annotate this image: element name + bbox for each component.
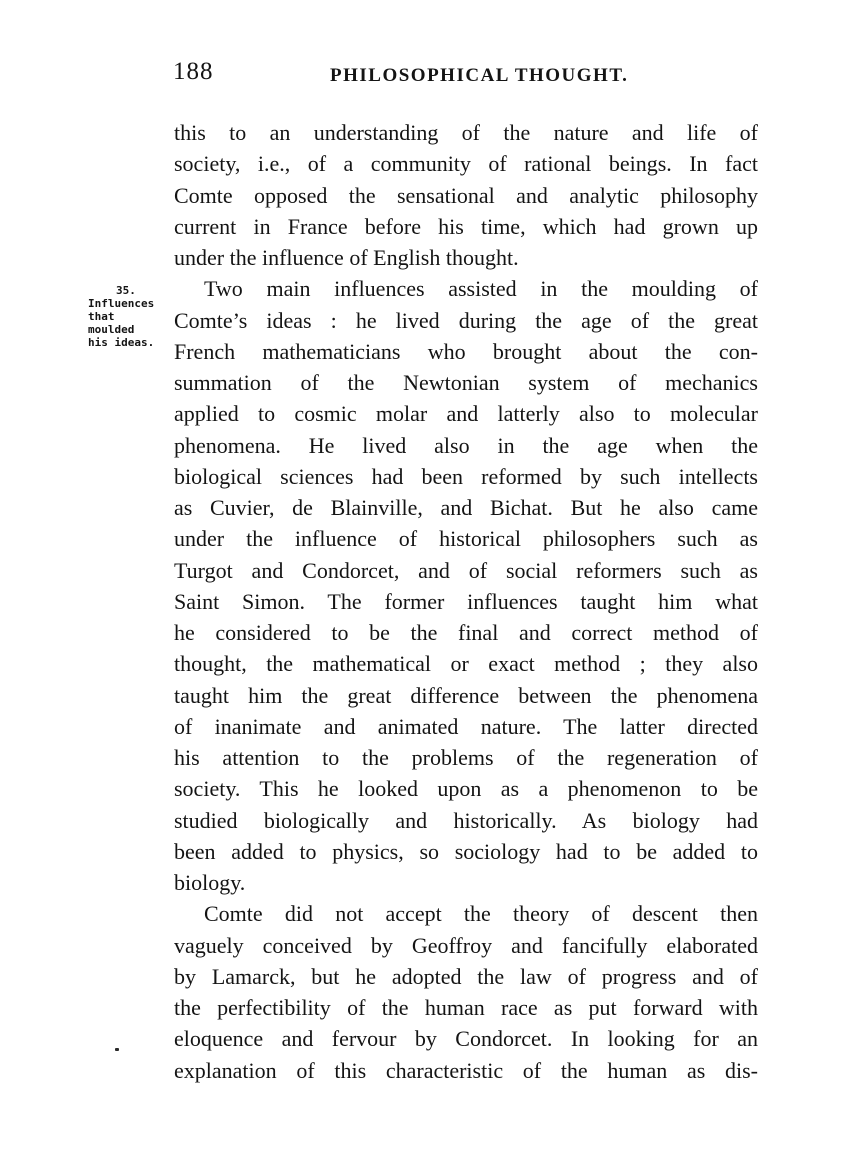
text-line: taught him the great difference between the phenomena [174, 682, 758, 708]
running-head: PHILOSOPHICAL THOUGHT. [330, 65, 629, 86]
margin-note-number: 35. [116, 284, 136, 297]
text-line: the perfectibility of the human race as put forward with [174, 995, 758, 1020]
text-line: current in France before his time, which had grown up [174, 213, 758, 239]
page-number: 188 [173, 58, 214, 85]
text-line: Saint Simon. The former influences taught him what [174, 588, 758, 614]
text-line: biology. [174, 870, 246, 895]
text-line: French mathematicians who brought about the con- [174, 338, 758, 364]
text-line: Turgot and Condorcet, and of social reformers such as [174, 557, 758, 583]
text-line: of inanimate and animated nature. The latter directed [174, 713, 758, 739]
text-line: phenomena. He lived also in the age when the [174, 432, 758, 458]
text-line: thought, the mathematical or exact method ; they also [174, 651, 758, 677]
text-line: by Lamarck, but he adopted the law of progress and of [174, 963, 758, 989]
text-line: society. This he looked upon as a phenomenon to be [174, 776, 758, 802]
margin-note [88, 284, 168, 349]
text-line: explanation of this characteristic of the human as dis- [174, 1057, 758, 1083]
body-text [174, 117, 758, 1086]
text-line: Comte’s ideas : he lived during the age of the great [174, 307, 758, 333]
text-line: Comte did not accept the theory of descent then [204, 901, 758, 927]
text-line: vaguely conceived by Geoffroy and fancifully elaborated [174, 932, 758, 958]
text-line: under the influence of English thought. [174, 245, 519, 270]
margin-note-line: moulded [88, 323, 135, 336]
text-line: under the influence of historical philosophers such as [174, 526, 758, 552]
text-line: this to an understanding of the nature and life of [174, 120, 758, 145]
margin-note-line: that [88, 310, 115, 323]
text-line: applied to cosmic molar and latterly also to molecular [174, 401, 758, 427]
ink-speck [115, 1048, 119, 1051]
text-line: society, i.e., of a community of rational beings. In fact [174, 151, 758, 177]
text-line: eloquence and fervour by Condorcet. In looking for an [174, 1026, 758, 1052]
text-line: Comte opposed the sensational and analytic philosophy [174, 182, 758, 208]
margin-note-line: his ideas. [88, 336, 155, 349]
text-line: biological sciences had been reformed by such intellects [174, 463, 758, 489]
text-line: Two main influences assisted in the moulding of [204, 276, 758, 302]
text-line: summation of the Newtonian system of mechanics [174, 370, 758, 395]
text-line: been added to physics, so sociology had to be added to [174, 838, 758, 864]
text-line: his attention to the problems of the regeneration of [174, 745, 758, 770]
text-line: he considered to be the final and correct method of [174, 620, 758, 645]
text-line: studied biologically and historically. As biology had [174, 807, 758, 833]
margin-note-line: Influences [88, 297, 155, 310]
text-line: as Cuvier, de Blainville, and Bichat. But he also came [174, 495, 758, 520]
